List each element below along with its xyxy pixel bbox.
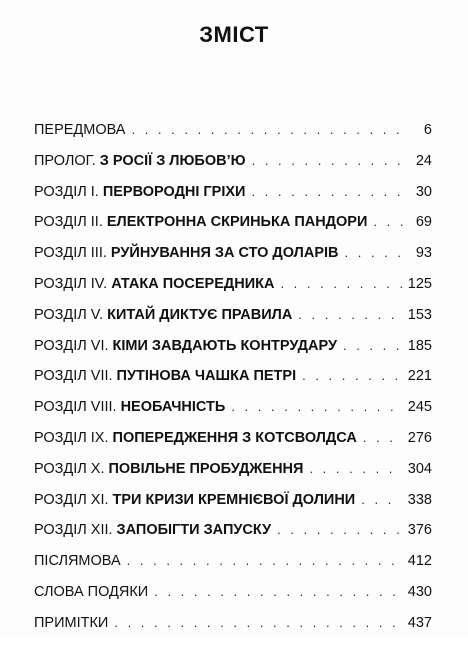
toc-entry-label [34, 153, 246, 169]
toc-entry-title: ПРИМІТКИ [34, 614, 109, 631]
toc-entry-page-number: 93 [415, 245, 432, 262]
toc-entry [34, 184, 432, 215]
toc-entry [34, 307, 432, 338]
toc-entry-title: З РОСІЇ З ЛЮБОВ’Ю [99, 152, 246, 169]
toc-entry [34, 615, 432, 646]
toc-entry-title: ЗАПОБІГТИ ЗАПУСКУ [116, 522, 272, 539]
toc-entry [34, 461, 432, 492]
toc-entry-prefix: РОЗДІЛ XII. [34, 522, 113, 539]
toc-entry-label [34, 553, 121, 569]
toc-entry-label [34, 430, 357, 446]
toc-entry-label [34, 184, 245, 200]
dot-leader [280, 276, 401, 291]
toc-entry-page-number: 125 [407, 275, 432, 292]
toc-entry-label [34, 276, 274, 292]
toc-entry-title: НЕОБАЧНІСТЬ [120, 399, 226, 416]
toc-entry [34, 522, 432, 553]
toc-entry-prefix: ПРОЛОГ. [34, 152, 96, 169]
toc-entry [34, 338, 432, 369]
toc-entry-label [34, 492, 355, 508]
toc-entry-title: ПОВІЛЬНЕ ПРОБУДЖЕННЯ [108, 460, 304, 477]
toc-entry-label [34, 368, 296, 384]
toc-entry-title: СЛОВА ПОДЯКИ [34, 583, 149, 600]
toc-entry-prefix: РОЗДІЛ VII. [34, 368, 113, 385]
toc-entry-title: АТАКА ПОСЕРЕДНИКА [111, 275, 275, 292]
toc-entry [34, 399, 432, 430]
toc-entry-label [34, 584, 148, 600]
table-of-contents [34, 122, 432, 646]
toc-entry [34, 430, 432, 461]
toc-entry-prefix: РОЗДІЛ II. [34, 214, 103, 231]
toc-entry-title: ТРИ КРИЗИ КРЕМНІЄВОЇ ДОЛИНИ [112, 491, 356, 508]
toc-entry-prefix: РОЗДІЛ V. [34, 306, 104, 323]
dot-leader [114, 615, 401, 630]
dot-leader [361, 492, 402, 507]
toc-entry [34, 276, 432, 307]
toc-entry [34, 245, 432, 276]
toc-entry-page-number: 304 [407, 460, 432, 477]
toc-entry-page-number: 69 [415, 214, 432, 231]
toc-entry-label [34, 338, 337, 354]
dot-leader [343, 338, 402, 353]
toc-entry [34, 153, 432, 184]
dot-leader [277, 522, 402, 537]
toc-entry [34, 214, 432, 245]
toc-entry [34, 553, 432, 584]
toc-entry [34, 584, 432, 615]
toc-entry-page-number: 430 [407, 583, 432, 600]
toc-entry-prefix: РОЗДІЛ IV. [34, 275, 108, 292]
dot-leader [345, 245, 405, 260]
toc-entry-label [34, 122, 125, 138]
dot-leader [131, 122, 404, 137]
toc-entry-title: ПЕРВОРОДНІ ГРІХИ [102, 183, 246, 200]
toc-entry-page-number: 185 [407, 337, 432, 354]
toc-entry-label [34, 615, 108, 631]
toc-entry-title: ЕЛЕКТРОННА СКРИНЬКА ПАНДОРИ [106, 214, 368, 231]
dot-leader [154, 584, 402, 599]
toc-entry-page-number: 245 [407, 399, 432, 416]
toc-entry [34, 368, 432, 399]
dot-leader [373, 214, 404, 229]
toc-entry-prefix: РОЗДІЛ IX. [34, 429, 109, 446]
toc-entry-label [34, 245, 339, 261]
dot-leader [252, 153, 404, 168]
dot-leader [298, 307, 401, 322]
toc-entry-page-number: 153 [407, 306, 432, 323]
toc-entry-title: ПІСЛЯМОВА [34, 553, 121, 570]
toc-entry-page-number: 30 [415, 183, 432, 200]
toc-entry-label [34, 307, 292, 323]
toc-entry-page-number: 6 [423, 122, 432, 138]
toc-entry-label [34, 214, 367, 230]
toc-entry-page-number: 376 [407, 522, 432, 539]
dot-leader [231, 399, 401, 414]
toc-entry-page-number: 338 [407, 491, 432, 508]
toc-entry-page-number: 437 [407, 614, 432, 631]
dot-leader [302, 368, 402, 383]
toc-entry-label [34, 522, 271, 538]
toc-entry-label [34, 399, 225, 415]
toc-entry-title: ПУТІНОВА ЧАШКА ПЕТРІ [116, 368, 297, 385]
toc-entry-title: ПЕРЕДМОВА [34, 122, 126, 138]
toc-entry-prefix: РОЗДІЛ XI. [34, 491, 109, 508]
dot-leader [309, 461, 401, 476]
toc-entry-page-number: 221 [407, 368, 432, 385]
toc-entry-prefix: РОЗДІЛ VIII. [34, 399, 117, 416]
toc-entry-label [34, 461, 303, 477]
toc-entry-page-number: 276 [407, 429, 432, 446]
toc-entry-title: ПОПЕРЕДЖЕННЯ З КОТСВОЛДСА [112, 429, 357, 446]
toc-entry-page-number: 412 [407, 553, 432, 570]
toc-entry-title: КИТАЙ ДИКТУЄ ПРАВИЛА [107, 306, 293, 323]
toc-entry-prefix: РОЗДІЛ VI. [34, 337, 109, 354]
toc-entry-title: КІМИ ЗАВДАЮТЬ КОНТРУДАРУ [112, 337, 337, 354]
page-title: ЗМІСТ [199, 22, 269, 47]
toc-entry-prefix: РОЗДІЛ I. [34, 183, 99, 200]
toc-entry-title: РУЙНУВАННЯ ЗА СТО ДОЛАРІВ [110, 245, 339, 262]
dot-leader [127, 553, 402, 568]
dot-leader [251, 184, 404, 199]
dot-leader [363, 430, 402, 445]
toc-entry-page-number: 24 [415, 152, 432, 169]
toc-entry-prefix: РОЗДІЛ X. [34, 460, 105, 477]
toc-entry [34, 122, 432, 153]
toc-entry-prefix: РОЗДІЛ III. [34, 245, 107, 262]
toc-entry [34, 492, 432, 523]
